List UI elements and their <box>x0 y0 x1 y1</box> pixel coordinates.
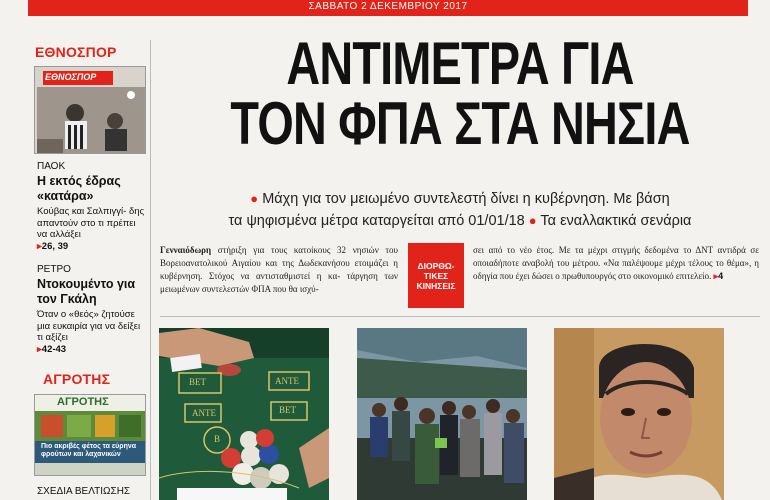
main-headline[interactable] <box>226 30 694 157</box>
photo-casino-table[interactable] <box>159 328 329 500</box>
story-text: Κούβας και Σαλπιγγί- δης απαντούν στο τι πρέπει να αλλάξει <box>37 206 145 240</box>
article-column-left <box>160 244 398 296</box>
story-pages: 26, 39 <box>41 240 69 252</box>
photo-crowd[interactable] <box>357 328 527 500</box>
story-page-ref <box>37 344 147 355</box>
article-text-left: στήριξη για τους κατοίκους 32 νησιών του Βορειοανατολικού Αιγαίου και της Δωδεκανήσου ετοιμάζει η κυβέρνηση. Στόχος να αντισταθμιστεί η κα- τάργηση των μειωμένων συντελεστών ΦΠΑ που θα ισχύ- <box>160 245 398 294</box>
sidebar-divider <box>150 40 151 500</box>
article-text-right: σει από το νέο έτος. Με τα μέχρι στιγμής δεδομένα το ΔΝΤ αντιδρά σε οποιαδήποτε αναβολή του μέτρου. «Να παλέψουμε μέχρι τέλους το θέμα», η οδηγία που έχει δώσει ο πρωθυπουργός στο οικονομικό επιτελείο. <box>473 245 759 281</box>
issue-date: ΣΑΒΒΑΤΟ 2 ΔΕΚΕΜΒΡΙΟΥ 2017 <box>308 1 468 12</box>
article-lead-word: Γενναιόδωρη <box>160 245 212 255</box>
story-headline: Η εκτός έδρας «κατάρα» <box>37 174 121 203</box>
section-box-diorthotikes[interactable] <box>408 243 464 308</box>
subheadline <box>170 188 750 232</box>
ethnosport-cover-thumbnail[interactable] <box>34 66 146 154</box>
subheadline-part1: Μάχη για τον μειωμένο συντελεστή δίνει η κυβέρνηση. Με βάση <box>262 191 670 207</box>
agrotis-cover-thumbnail[interactable] <box>34 394 146 476</box>
ethnosport-cover-title: ΕΘΝΟΣΠΟΡ <box>45 72 97 82</box>
sidebar-story-paok[interactable] <box>37 161 147 252</box>
story-headline: Ντοκουμέντο για τον Γκάλη <box>37 277 136 306</box>
main-headline-line2: ΤΟΝ ΦΠΑ ΣΤΑ ΝΗΣΙΑ <box>230 90 690 157</box>
box-line2: ΤΙΚΕΣ <box>423 271 449 281</box>
subheadline-part2: τα ψηφισμένα μέτρα καταργείται από 01/01/18 <box>228 213 525 229</box>
card-text: BET <box>189 377 206 387</box>
photo-portrait[interactable] <box>554 328 724 500</box>
bullet-icon: ● <box>528 213 537 228</box>
story-text: Όταν ο «θεός» ζητούσε μια ευκαιρία για να δείξει τι αξίζει <box>37 309 141 343</box>
section-label-agrotis: ΑΓΡΟΤΗΣ <box>43 371 111 387</box>
masthead-band <box>28 0 748 16</box>
story-page-ref <box>37 241 147 252</box>
section-label-ethnosport: ΕΘΝΟΣΠΟΡ <box>35 44 117 60</box>
subheadline-part3: Τα εναλλακτικά σενάρια <box>540 213 692 229</box>
sidebar-next-rubric: ΣΧΕΔΙΑ ΒΕΛΤΙΩΣΗΣ <box>37 486 131 497</box>
main-headline-line1: ΑΝΤΙΜΕΤΡΑ ΓΙΑ <box>286 30 634 97</box>
card-text: BET <box>279 405 296 415</box>
agrotis-cover-title: ΑΓΡΟΤΗΣ <box>57 396 109 408</box>
article-column-right <box>473 244 759 283</box>
arrow-icon: ▸ <box>37 343 42 355</box>
story-rubric: ΡΕΤΡΟ <box>37 264 71 275</box>
card-text: B <box>214 434 221 444</box>
article-page: 4 <box>718 271 724 281</box>
card-text: ANTE <box>275 376 299 386</box>
story-pages: 42-43 <box>41 343 67 355</box>
card-text: ANTE <box>192 408 216 418</box>
sidebar-story-retro[interactable] <box>37 264 147 355</box>
box-line3: ΚΙΝΗΣΕΙΣ <box>416 281 456 291</box>
box-line1: ΔΙΟΡΘΩ- <box>417 261 455 271</box>
section-divider <box>160 316 760 317</box>
article-page-ref: ▸4 <box>713 271 724 281</box>
bullet-icon: ● <box>250 191 259 206</box>
story-rubric: ΠΑΟΚ <box>37 161 66 172</box>
arrow-icon: ▸ <box>37 240 42 252</box>
agrotis-cover-caption: Πιο ακριβές φέτος τα εύρηνα φρούτων και λαχανικών <box>41 443 137 458</box>
